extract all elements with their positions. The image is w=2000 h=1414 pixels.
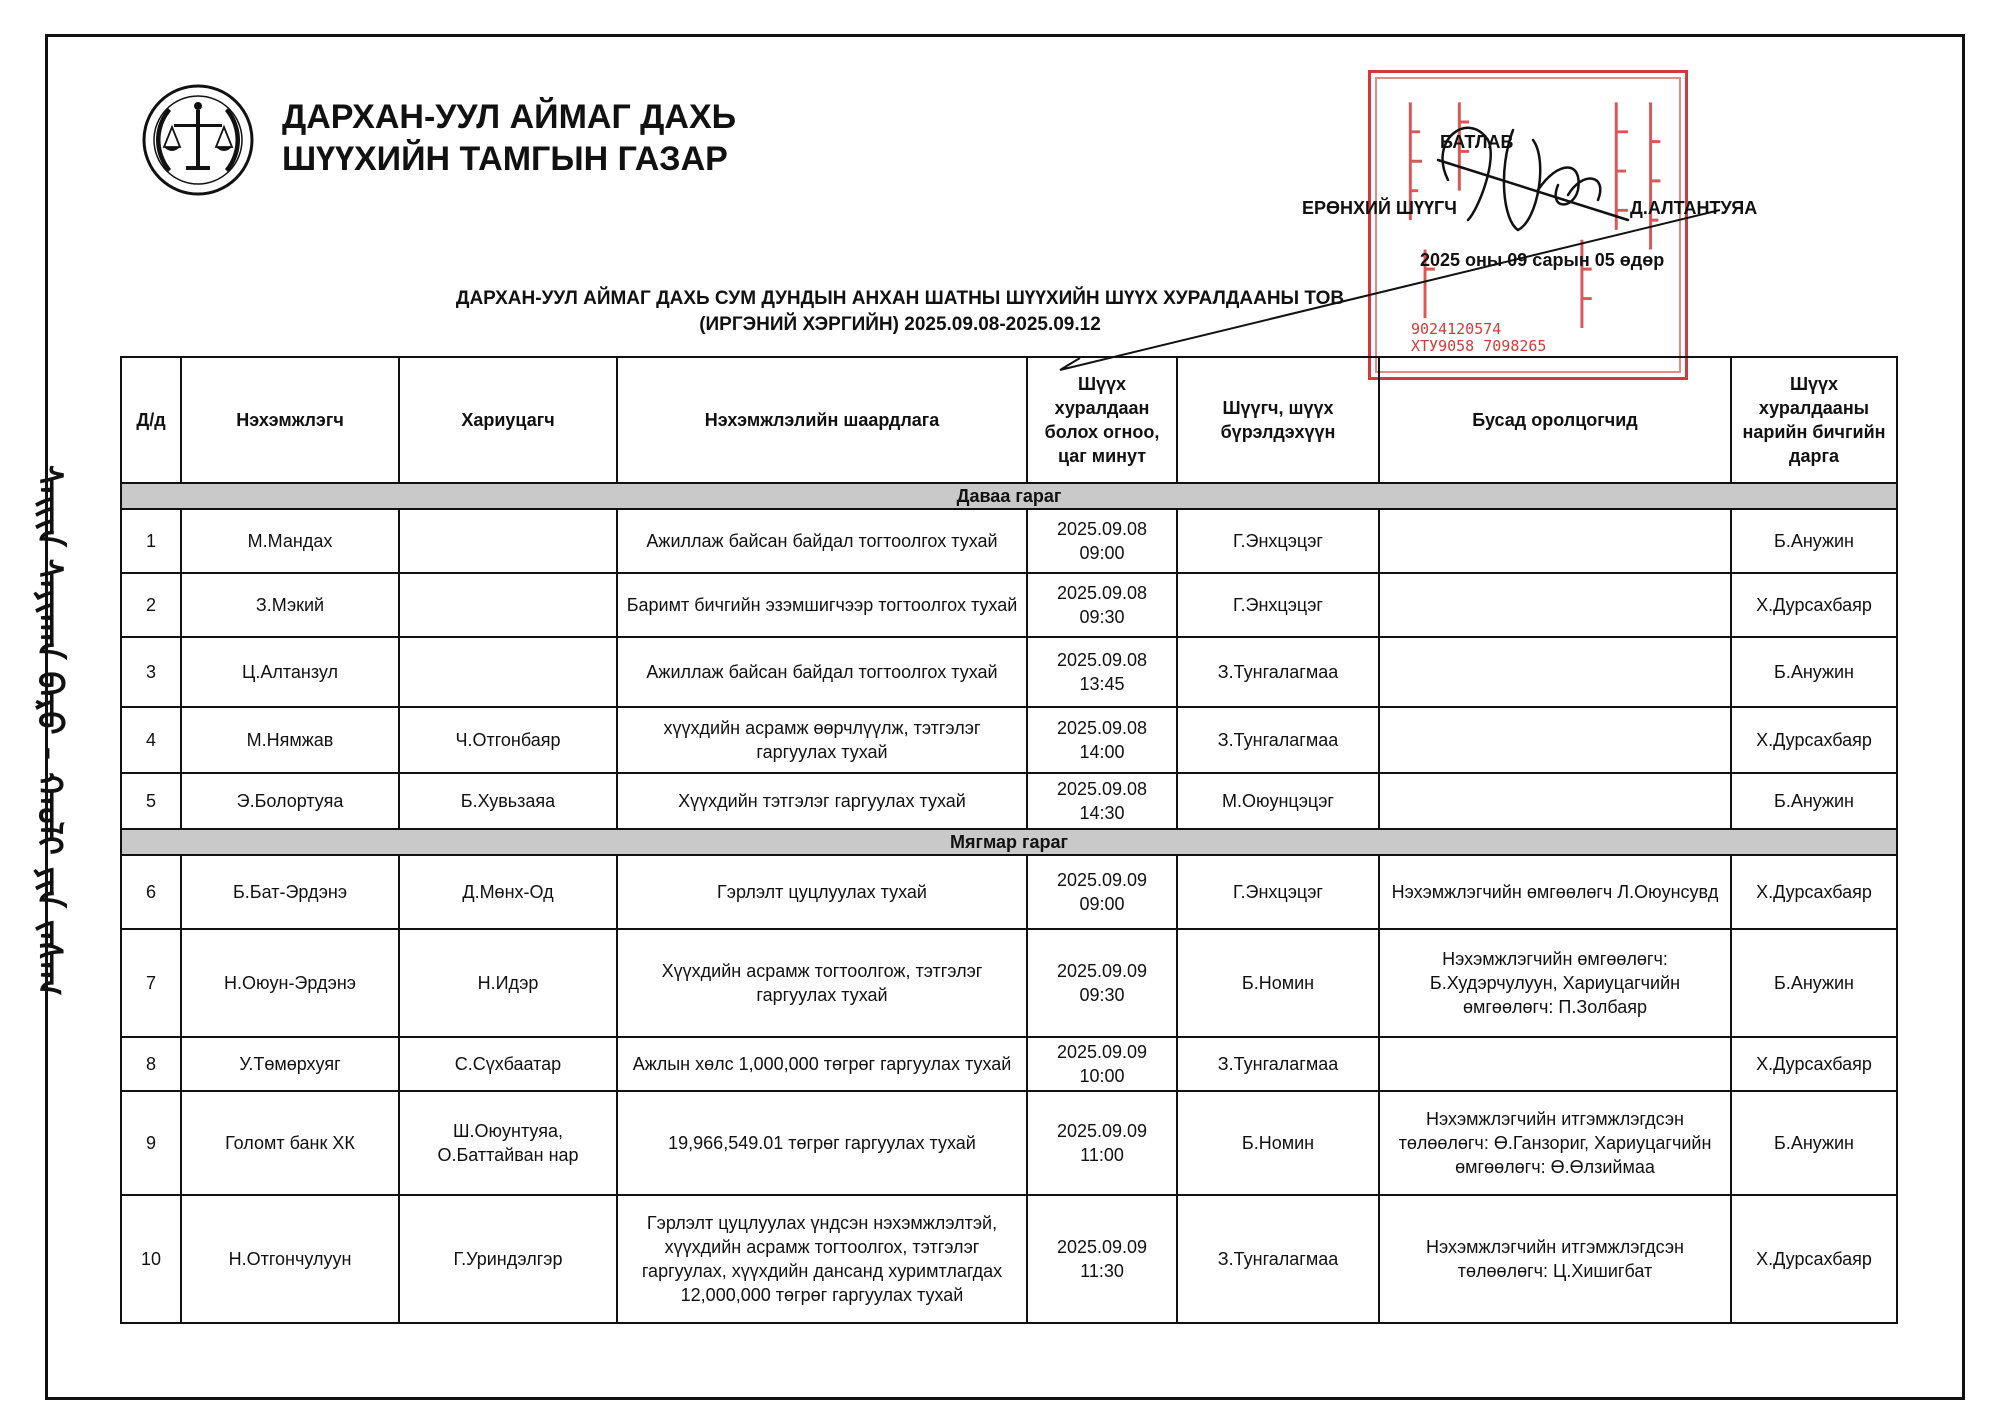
cell-time: 11:30 <box>1080 1261 1124 1281</box>
cell-datetime <box>1027 1091 1177 1195</box>
header-judge: Шүүгч, шүүх бүрэлдэхүүн <box>1177 357 1379 483</box>
cell-date: 2025.09.09 <box>1056 1121 1148 1141</box>
cell-num: 10 <box>121 1195 181 1323</box>
cell-plaintiff: Голомт банк ХК <box>181 1091 399 1195</box>
cell-plaintiff: М.Нямжав <box>181 707 399 773</box>
cell-others <box>1379 1037 1731 1091</box>
table-row <box>121 855 1897 929</box>
cell-datetime <box>1027 573 1177 637</box>
day-label: Мягмар гараг <box>121 829 1897 855</box>
table-row <box>121 773 1897 829</box>
cell-judge: Б.Номин <box>1177 1091 1379 1195</box>
cell-judge: З.Тунгалагмаа <box>1177 637 1379 707</box>
cell-judge: Г.Энхцэцэг <box>1177 573 1379 637</box>
cell-defendant: Ч.Отгонбаяр <box>399 707 617 773</box>
approval-position: ЕРӨНХИЙ ШҮҮГЧ <box>1302 198 1457 218</box>
cell-num: 1 <box>121 509 181 573</box>
cell-others: Нэхэмжлэгчийн өмгөөлөгч: Б.Худэрчулуун, Хариуцагчийн өмгөөлөгч: П.Золбаяр <box>1379 929 1731 1037</box>
cell-num: 5 <box>121 773 181 829</box>
cell-num: 8 <box>121 1037 181 1091</box>
cell-date: 2025.09.08 <box>1056 779 1148 799</box>
cell-time: 09:00 <box>1079 543 1125 563</box>
cell-datetime <box>1027 1195 1177 1323</box>
cell-plaintiff: З.Мэкий <box>181 573 399 637</box>
cell-time: 11:00 <box>1080 1145 1124 1165</box>
cell-defendant: Ш.Оюунтуяа, О.Баттайван нар <box>399 1091 617 1195</box>
cell-others <box>1379 509 1731 573</box>
cell-time: 10:00 <box>1079 1066 1125 1086</box>
day-label: Даваа гараг <box>121 483 1897 509</box>
cell-num: 9 <box>121 1091 181 1195</box>
cell-plaintiff: Н.Оюун-Эрдэнэ <box>181 929 399 1037</box>
cell-secretary: Х.Дурсахбаяр <box>1731 573 1897 637</box>
cell-secretary: Б.Анужин <box>1731 929 1897 1037</box>
cell-judge: З.Тунгалагмаа <box>1177 1195 1379 1323</box>
cell-claim: Ажиллаж байсан байдал тогтоолгох тухай <box>617 509 1027 573</box>
day-row-monday <box>121 483 1897 509</box>
cell-date: 2025.09.09 <box>1056 1042 1148 1062</box>
cell-time: 09:30 <box>1079 985 1125 1005</box>
cell-time: 09:00 <box>1079 894 1125 914</box>
cell-claim: Ажиллаж байсан байдал тогтоолгох тухай <box>617 637 1027 707</box>
table-row <box>121 1037 1897 1091</box>
cell-claim: Баримт бичгийн эзэмшигчээр тогтоолгох тухай <box>617 573 1027 637</box>
cell-claim: Ажлын хөлс 1,000,000 төгрөг гаргуулах тухай <box>617 1037 1027 1091</box>
mongolian-script-sidebar <box>14 200 84 1260</box>
cell-claim: Гэрлэлт цуцлуулах тухай <box>617 855 1027 929</box>
cell-judge: М.Оюунцэцэг <box>1177 773 1379 829</box>
table-row <box>121 1091 1897 1195</box>
cell-claim: 19,966,549.01 төгрөг гаргуулах тухай <box>617 1091 1027 1195</box>
header-plaintiff: Нэхэмжлэгч <box>181 357 399 483</box>
cell-others: Нэхэмжлэгчийн итгэмжлэгдсэн төлөөлөгч: Ц.Хишигбат <box>1379 1195 1731 1323</box>
cell-judge: З.Тунгалагмаа <box>1177 707 1379 773</box>
cell-secretary: Б.Анужин <box>1731 637 1897 707</box>
cell-secretary: Х.Дурсахбаяр <box>1731 1037 1897 1091</box>
cell-time: 09:30 <box>1079 607 1125 627</box>
cell-claim: хүүхдийн асрамж өөрчлүүлж, тэтгэлэг гаргуулах тухай <box>617 707 1027 773</box>
cell-datetime <box>1027 1037 1177 1091</box>
document-title-line-1: ДАРХАН-УУЛ АЙМАГ ДАХЬ СУМ ДУНДЫН АНХАН ШАТНЫ ШҮҮХИЙН ШҮҮХ ХУРАЛДААНЫ ТОВ <box>455 288 1345 309</box>
court-emblem-icon <box>138 80 258 200</box>
table-row <box>121 637 1897 707</box>
cell-defendant: Н.Идэр <box>399 929 617 1037</box>
cell-secretary: Х.Дурсахбаяр <box>1731 707 1897 773</box>
cell-defendant: Г.Уриндэлгэр <box>399 1195 617 1323</box>
cell-judge: З.Тунгалагмаа <box>1177 1037 1379 1091</box>
cell-others: Нэхэмжлэгчийн итгэмжлэгдсэн төлөөлөгч: Ө.Ганзориг, Хариуцагчийн өмгөөлөгч: Ө.Өлзиймаа <box>1379 1091 1731 1195</box>
cell-claim: Хүүхдийн асрамж тогтоолгож, тэтгэлэг гаргуулах тухай <box>617 929 1027 1037</box>
cell-secretary: Б.Анужин <box>1731 509 1897 573</box>
schedule-table <box>120 356 1898 1324</box>
cell-datetime <box>1027 855 1177 929</box>
table-row <box>121 509 1897 573</box>
document-title-line-2: (ИРГЭНИЙ ХЭРГИЙН) 2025.09.08-2025.09.12 <box>699 314 1101 335</box>
header-secretary: Шүүх хуралдааны нарийн бичгийн дарга <box>1731 357 1897 483</box>
cell-date: 2025.09.08 <box>1056 718 1148 738</box>
cell-date: 2025.09.09 <box>1056 961 1148 981</box>
cell-others: Нэхэмжлэгчийн өмгөөлөгч Л.Оюунсувд <box>1379 855 1731 929</box>
side-text: ᠰᠠᠢᠢᠨ ᠰᠠᠶᠢᠬᠠᠨ ᠪᠠᠷᠤ - ᠬᠠᠤᠯᠢ ᠶᠢᠨ ᠵᠠᠰᠠᠭ <box>29 464 69 996</box>
cell-secretary: Б.Анужин <box>1731 1091 1897 1195</box>
cell-defendant <box>399 573 617 637</box>
table-header-row <box>121 357 1897 483</box>
cell-num: 4 <box>121 707 181 773</box>
cell-time: 14:30 <box>1079 803 1125 823</box>
stamp-code-2: ХТУ9058 7098265 <box>1411 337 1547 355</box>
approval-label: БАТЛАВ <box>1440 132 1514 152</box>
cell-defendant <box>399 637 617 707</box>
header-claim: Нэхэмжлэлийн шаардлага <box>617 357 1027 483</box>
cell-plaintiff: Э.Болортуяа <box>181 773 399 829</box>
cell-date: 2025.09.08 <box>1056 650 1148 670</box>
cell-date: 2025.09.09 <box>1056 870 1148 890</box>
table-row <box>121 707 1897 773</box>
cell-others <box>1379 707 1731 773</box>
cell-datetime <box>1027 929 1177 1037</box>
table-row <box>121 1195 1897 1323</box>
cell-num: 6 <box>121 855 181 929</box>
cell-secretary: Б.Анужин <box>1731 773 1897 829</box>
approval-date: 2025 оны 09 сарын 05 өдөр <box>1420 250 1665 270</box>
approval-block <box>1290 120 1810 270</box>
cell-date: 2025.09.08 <box>1056 583 1148 603</box>
cell-plaintiff: М.Мандах <box>181 509 399 573</box>
cell-date: 2025.09.09 <box>1056 1237 1148 1257</box>
document-title <box>300 286 1500 338</box>
cell-plaintiff: У.Төмөрхуяг <box>181 1037 399 1091</box>
cell-time: 14:00 <box>1079 742 1125 762</box>
organization-name <box>282 96 736 180</box>
organization-line-2: ШҮҮХИЙН ТАМГЫН ГАЗАР <box>282 140 728 178</box>
cell-claim: Гэрлэлт цуцлуулах үндсэн нэхэмжлэлтэй, хүүхдийн асрамж тогтоолгох, тэтгэлэг гаргуулах, хүүхдийн дансанд хуримтлагдах 12,000,000 төгрөг гаргуулах тухай <box>617 1195 1027 1323</box>
cell-num: 3 <box>121 637 181 707</box>
cell-judge: Г.Энхцэцэг <box>1177 855 1379 929</box>
cell-defendant: Б.Хувьзаяа <box>399 773 617 829</box>
table-row <box>121 929 1897 1037</box>
approval-name: Д.АЛТАНТУЯА <box>1630 198 1758 218</box>
cell-others <box>1379 637 1731 707</box>
cell-defendant: С.Сүхбаатар <box>399 1037 617 1091</box>
cell-num: 2 <box>121 573 181 637</box>
cell-judge: Г.Энхцэцэг <box>1177 509 1379 573</box>
cell-others <box>1379 773 1731 829</box>
cell-defendant <box>399 509 617 573</box>
header-defendant: Хариуцагч <box>399 357 617 483</box>
organization-line-1: ДАРХАН-УУЛ АЙМАГ ДАХЬ <box>282 98 737 136</box>
cell-datetime <box>1027 509 1177 573</box>
cell-datetime <box>1027 637 1177 707</box>
stamp-code-1: 9024120574 <box>1411 320 1502 338</box>
cell-datetime <box>1027 773 1177 829</box>
cell-plaintiff: Ц.Алтанзул <box>181 637 399 707</box>
table-row <box>121 573 1897 637</box>
cell-secretary: Х.Дурсахбаяр <box>1731 1195 1897 1323</box>
cell-defendant: Д.Мөнх-Од <box>399 855 617 929</box>
cell-claim: Хүүхдийн тэтгэлэг гаргуулах тухай <box>617 773 1027 829</box>
day-row-tuesday <box>121 829 1897 855</box>
cell-secretary: Х.Дурсахбаяр <box>1731 855 1897 929</box>
cell-plaintiff: Н.Отгончулуун <box>181 1195 399 1323</box>
cell-time: 13:45 <box>1079 674 1125 694</box>
cell-num: 7 <box>121 929 181 1037</box>
header-others: Бусад оролцогчид <box>1379 357 1731 483</box>
cell-judge: Б.Номин <box>1177 929 1379 1037</box>
cell-datetime <box>1027 707 1177 773</box>
header-datetime: Шүүх хуралдаан болох огноо, цаг минут <box>1027 357 1177 483</box>
header-num: Д/д <box>121 357 181 483</box>
cell-plaintiff: Б.Бат-Эрдэнэ <box>181 855 399 929</box>
cell-others <box>1379 573 1731 637</box>
cell-date: 2025.09.08 <box>1056 519 1148 539</box>
